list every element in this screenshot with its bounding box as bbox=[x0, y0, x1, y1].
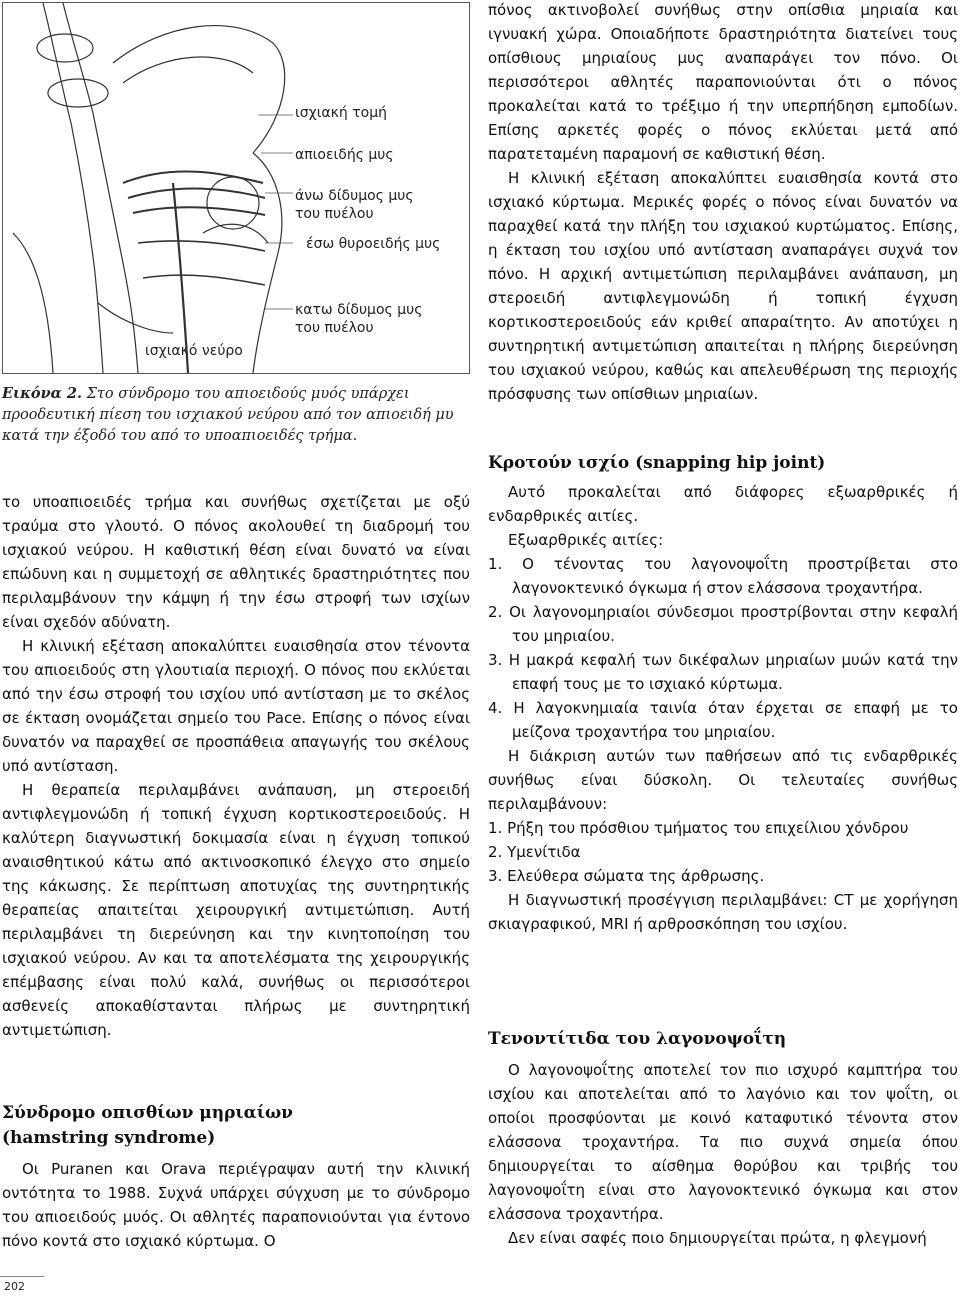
label-sciatic-notch: ισχιακή τομή bbox=[295, 105, 388, 121]
paragraph: Οι Puranen και Orava περιέγραψαν αυτή την κλινική οντότητα το 1988. Συχνά υπάρχει σύγχυση με το σύνδρομο του απιοειδούς μυός. Οι αθλητές παραπονιούνται για έντονο πόνο κοντά στο ισχιακό κύρτωμα. Ο bbox=[2, 1160, 470, 1250]
list-item: 2. Οι λαγονομηριαίοι σύνδεσμοι προστρίβονται στην κεφαλή του μηριαίου. bbox=[488, 603, 958, 645]
label-gemellus-superior-2: του πυέλου bbox=[295, 206, 374, 222]
paragraph: Η διαγνωστική προσέγγιση περιλαμβάνει: CT με χορήγηση σκιαγραφικού, MRI ή αρθροσκόπηση του ισχίου. bbox=[488, 891, 958, 933]
list-item: 1. Ρήξη του πρόσθιου τμήματος του επιχείλιου χόνδρου bbox=[488, 819, 909, 837]
paragraph: Η κλινική εξέταση αποκαλύπτει ευαισθησία κοντά στο ισχιακό κύρτωμα. Μερικές φορές ο πόνος είναι δυνατόν να παραχθεί κατά την πλήξη του ισχιακού κυρτώματος. Επίσης, η έκταση του ισχίου υπό αντίσταση αναπαράγει συχνά τον πόνο. Η αρχική αντιμετώπιση περιλαμβάνει ανάπαυση, μη στεροειδή αντιφλεγμονώδη ή τοπική έγχυση κορτικοστεροειδούς εάν κριθεί απαραίτητο. Αν αποτύχει η συντηρητική αντιμετώπιση απαιτείται η πλήρης διερεύνηση του ισχιακού νεύρου, καθώς και απελευθέρωση της περιοχής πρόσφυσης των οπίσθιων μηριαίων. bbox=[488, 169, 958, 403]
left-text-block bbox=[2, 490, 470, 1042]
iliopsoas-section bbox=[488, 1027, 958, 1250]
paragraph: Η θεραπεία περιλαμβάνει ανάπαυση, μη στεροειδή αντιφλεγμονώδη ή τοπική έγχυση κορτικοστεροειδούς. Η καλύτερη διαγνωστική δοκιμασία είναι η έγχυση τοπικού αναισθητικού κάτω από ακτινοσκοπικό έλεγχο στο σημείο της κάκωσης. Σε περίπτωση αποτυχίας της συντηρητικής θεραπείας απαιτείται χειρουργική αντιμετώπιση. Αυτή περιλαμβάνει τη διερεύνηση και την κινητοποίηση του ισχιακού νεύρου. Αν και τα αποτελέσματα της χειρουργικής επέμβασης είναι πολύ καλά, συνήθως οι περισσότεροι ασθενείς αποκαθίστανται πλήρως με συντηρητική αντιμετώπιση. bbox=[2, 781, 470, 1039]
list-item: 4. Η λαγοκνημιαία ταινία όταν έρχεται σε επαφή με το μείζονα τροχαντήρα του μηριαίου. bbox=[488, 699, 958, 741]
section-heading-sub: (hamstring syndrome) bbox=[2, 1128, 216, 1148]
extra-articular-list bbox=[488, 552, 958, 744]
label-obturator-internus: έσω θυροειδής μυς bbox=[306, 236, 441, 252]
hamstring-section bbox=[2, 1101, 470, 1253]
paragraph: Η κλινική εξέταση αποκαλύπτει ευαισθησία στον τένοντα του απιοειδούς στη γλουτιαία περιοχή. Ο πόνος που εκλύεται από την έσω στροφή του ισχίου υπό αντίσταση με το σκέλος σε έκταση ονομάζεται σημείο του Pace. Επίσης ο πόνος είναι δυνατόν να παραχθεί σε προσπάθεια απαγωγής του σκέλους υπό αντίσταση. bbox=[2, 637, 470, 775]
figure-number: Εικόνα 2. bbox=[2, 385, 83, 402]
list-item: 2. Υμενίτιδα bbox=[488, 843, 581, 861]
intra-articular-list bbox=[488, 816, 958, 888]
label-sciatic-nerve: ισχιακό νεύρο bbox=[145, 343, 243, 359]
snapping-hip-section bbox=[488, 451, 958, 936]
label-gemellus-superior-1: άνω δίδυμος μυς bbox=[295, 188, 414, 204]
figure-caption-text: Στο σύνδρομο του απιοειδούς μυός υπάρχει προοδευτική πίεση του ισχιακού νεύρου από τον απιοειδή μυ κατά την έξοδό του από το υποαπιοειδές τρήμα. bbox=[2, 386, 454, 444]
paragraph: Αυτό προκαλείται από διάφορες εξωαρθρικές ή ενδαρθρικές αιτίες. bbox=[488, 483, 958, 525]
paragraph: το υποαπιοειδές τρήμα και συνήθως σχετίζεται με οξύ τραύμα στο γλουτό. Ο πόνος ακολουθεί τη διαδρομή του ισχιακού νεύρου. Η καθιστική θέση είναι δυνατό να είναι επώδυνη και η συμμετοχή σε αθλητικές δραστηριότητες που περιλαμβάνουν την κάμψη ή την έσω στροφή των ισχίων είναι σχεδόν αδύνατη. bbox=[2, 493, 470, 631]
paragraph: Η διάκριση αυτών των παθήσεων από τις ενδαρθρικές συνήθως είναι δύσκολη. Οι τελευταίες συνήθως περιλαμβάνουν: bbox=[488, 747, 958, 813]
paragraph: Δεν είναι σαφές ποιο δημιουργείται πρώτα, η φλεγμονή bbox=[508, 1229, 927, 1247]
paragraph: πόνος ακτινοβολεί συνήθως στην οπίσθια μηριαία και ιγνυακή χώρα. Οποιαδήποτε δραστηριότητα διατείνει τους οπίσθιους μηριαίους μυς αναπαράγει τον πόνο. Οι περισσότεροι αθλητές παραπονιούνται ότι ο πόνος προκαλείται κατά το τρέξιμο ή την υπερπήδηση εμποδίων. Επίσης αρκετές φορές ο πόνος εκλύεται μετά από παρατεταμένη παραμονή σε καθιστική θέση. bbox=[488, 1, 958, 163]
right-text-block bbox=[488, 0, 958, 406]
page-rule bbox=[0, 1276, 44, 1277]
list-item: 3. Η μακρά κεφαλή των δικέφαλων μηριαίων μυών κατά την επαφή τους με το ισχιακό κύρτωμα. bbox=[488, 651, 958, 693]
page-number: 202 bbox=[4, 1280, 25, 1293]
section-heading: Κροτούν ισχίο (snapping hip joint) bbox=[488, 453, 826, 473]
list-item: 3. Ελεύθερα σώματα της άρθρωσης. bbox=[488, 867, 765, 885]
label-gemellus-inferior-1: κατω δίδυμος μυς bbox=[295, 302, 423, 318]
anatomy-figure bbox=[2, 2, 470, 374]
section-heading: Σύνδρομο οπισθίων μηριαίων bbox=[2, 1103, 293, 1123]
paragraph: Εξωαρθρικές αιτίες: bbox=[508, 531, 664, 549]
list-item: 1. Ο τένοντας του λαγονοψοΐτη προστρίβεται στο λαγονοκτενικό όγκωμα ή στον ελάσσονα τροχαντήρα. bbox=[488, 555, 958, 597]
paragraph: Ο λαγονοψοΐτης αποτελεί τον πιο ισχυρό καμπτήρα του ισχίου και αποτελείται από το λαγόνιο και τον ψοΐτη, οι οποίοι προσφύονται με κοινό καταφυτικό τένοντα στον ελάσσονα τροχαντήρα. Τα πιο συχνά σημεία όπου δημιουργείται το αίσθημα θορύβου και τριβής του λαγονοψοΐτη είναι στο λαγονοκτενικό όγκωμα και στον ελάσσονα τροχαντήρα. bbox=[488, 1061, 958, 1223]
section-heading: Τενοντίτιδα του λαγονοψοΐτη bbox=[488, 1029, 787, 1049]
label-gemellus-inferior-2: του πυέλου bbox=[295, 320, 374, 336]
label-piriformis: απιοειδής μυς bbox=[295, 147, 394, 163]
figure-caption bbox=[2, 383, 470, 447]
